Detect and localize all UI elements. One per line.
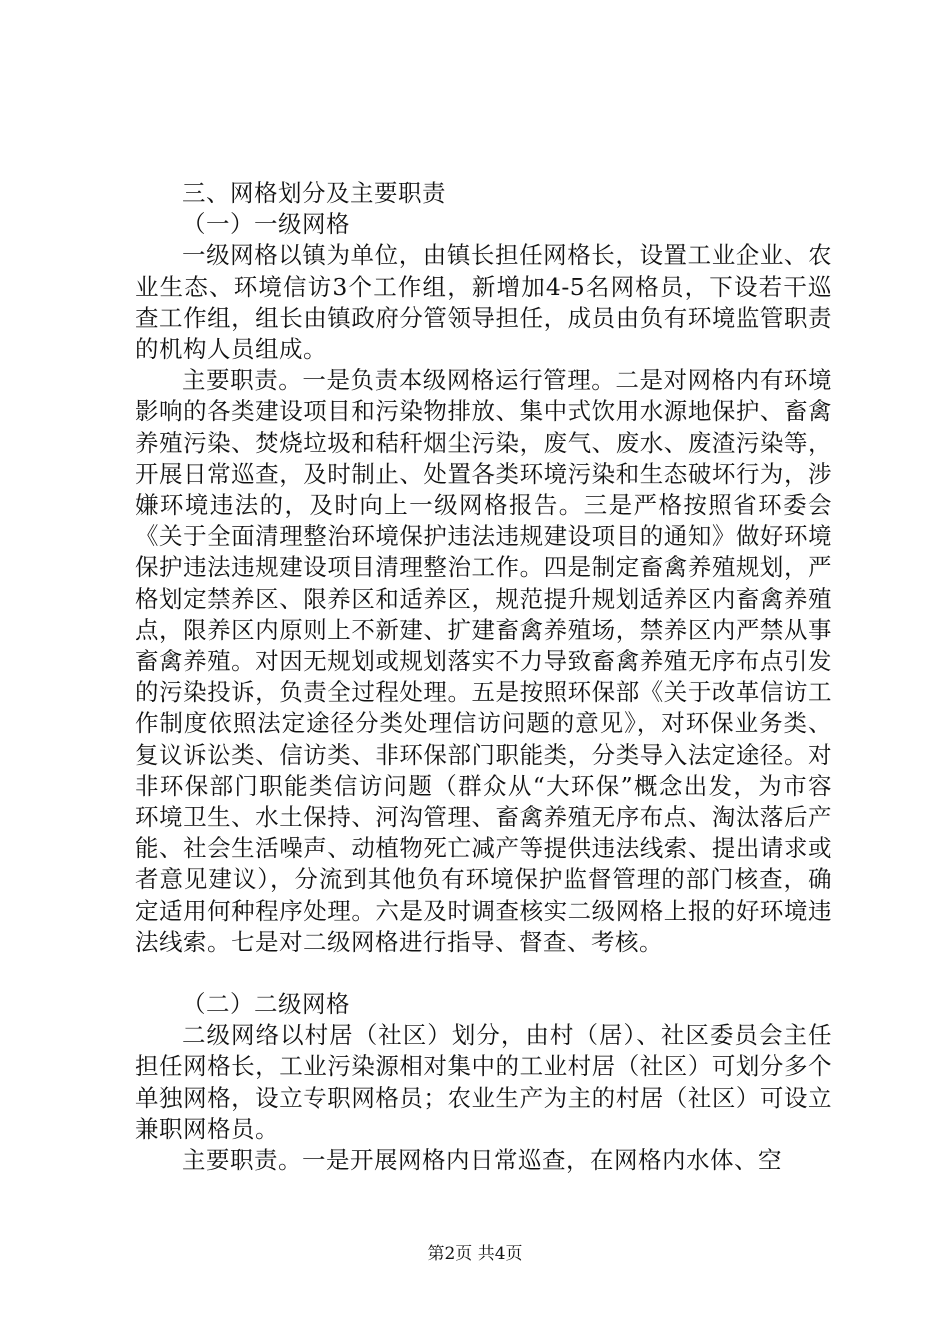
section-heading: 三、网格划分及主要职责	[182, 179, 446, 207]
page-number: 第2页 共4页	[427, 1244, 523, 1264]
subsection-heading-level2: （二）二级网格	[182, 990, 350, 1019]
paragraph-level2-duties: 主要职责。一是开展网格内日常巡查，在网格内水体、空	[182, 1146, 782, 1175]
paragraph-level1-intro: 一级网格以镇为单位，由镇长担任网格长，设置工业企业、农业生态、环境信访3个工作组，新增加4-5名网格员，下设若干巡查工作组，组长由镇政府分管领导担任，成员由负有环境监管职责的机构人员组成。	[135, 241, 832, 364]
subsection-heading-level1: （一）一级网格	[182, 210, 350, 239]
paragraph-level1-duties: 主要职责。一是负责本级网格运行管理。二是对网格内有环境影响的各类建设项目和污染物排放、集中式饮用水源地保护、畜禽养殖污染、焚烧垃圾和秸秆烟尘污染，废气、废水、废渣污染等，开展日常巡查，及时制止、处置各类环境污染和生态破坏行为，涉嫌环境违法的，及时向上一级网格报告。三是严格按照省环委会《关于全面清理整治环境保护违法违规建设项目的通知》做好环境保护违法违规建设项目清理整治工作。四是制定畜禽养殖规划，严格划定禁养区、限养区和适养区，规范提升规划适养区内畜禽养殖点，限养区内原则上不新建、扩建畜禽养殖场，禁养区内严禁从事畜禽养殖。对因无规划或规划落实不力导致畜禽养殖无序布点引发的污染投诉，负责全过程处理。五是按照环保部《关于改革信访工作制度依照法定途径分类处理信访问题的意见》，对环保业务类、复议诉讼类、信访类、非环保部门职能类，分类导入法定途径。对非环保部门职能类信访问题（群众从“大环保”概念出发，为市容环境卫生、水土保持、河沟管理、畜禽养殖无序布点、淘汰落后产能、社会生活噪声、动植物死亡减产等提供违法线索、提出请求或者意见建议），分流到其他负有环境保护监督管理的部门核查，确定适用何种程序处理。六是及时调查核实二级网格上报的好环境违法线索。七是对二级网格进行指导、督查、考核。	[135, 366, 832, 956]
paragraph-level2-intro: 二级网络以村居（社区）划分，由村（居）、社区委员会主任担任网格长，工业污染源相对集中的工业村居（社区）可划分多个单独网格，设立专职网格员；农业生产为主的村居（社区）可设立兼职网格员。	[135, 1021, 832, 1143]
document-body	[135, 178, 832, 1176]
